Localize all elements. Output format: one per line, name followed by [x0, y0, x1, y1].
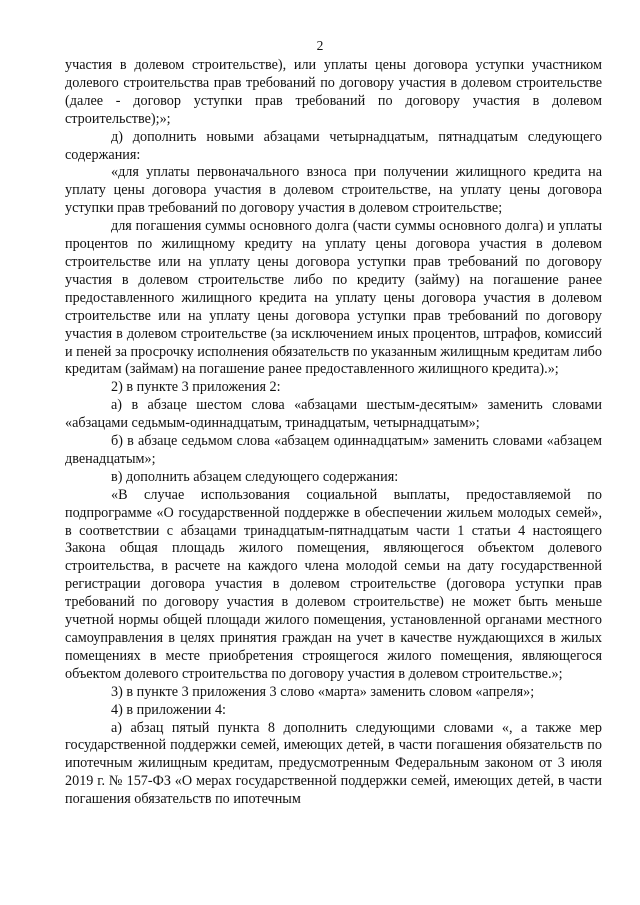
paragraph: участия в долевом строительстве), или уплаты цены договора уступки участником долевого строительства прав требований по договору участия в долевом строительстве (далее - договор уступки прав требований по договору участия в долевом строительстве);»; — [65, 57, 602, 127]
paragraph: «для уплаты первоначального взноса при получении жилищного кредита на уплату цены договора участия в долевом строительстве, на уплату цены договора уступки прав требований по договору участия в долевом строительстве; — [65, 164, 602, 217]
document-body — [65, 57, 602, 809]
paragraph: а) в абзаце шестом слова «абзацами шестым-десятым» заменить словами «абзацами седьмым-одиннадцатым, тринадцатым, четырнадцатым»; — [65, 397, 602, 432]
paragraph: б) в абзаце седьмом слова «абзацем одиннадцатым» заменить словами «абзацем двенадцатым»; — [65, 433, 602, 467]
paragraph: «В случае использования социальной выплаты, предоставляемой по подпрограмме «О государственной поддержке в обеспечении жильем молодых семей», в соответствии с абзацами тринадцатым-пятнадцатым части 1 статьи 4 настоящего Закона общая площадь жилого помещения, являющегося объектом долевого строительства, в расчете на каждого члена молодой семьи на дату государственной регистрации договора участия в долевом строительстве (договора уступки прав требований по договору участия в долевом строительстве) не может быть меньше учетной нормы общей площади жилого помещения, установленной органами местного самоуправления в целях принятия граждан на учет в качестве нуждающихся в жилых помещениях в месте приобретения строящегося жилого помещения, являющегося объектом долевого строительства по договору участия в долевом строительстве.»; — [65, 486, 602, 682]
page-number: 2 — [316, 38, 324, 53]
paragraph: 3) в пункте 3 приложения 3 слово «марта» заменить словом «апреля»; — [111, 683, 535, 700]
paragraph: а) абзац пятый пункта 8 дополнить следующими словами «, а также мер государственной поддержки семей, имеющих детей, в части погашения обязательств по ипотечным жилищным кредитам, предусмотренным Федеральным законом от 3 июля 2019 г. № 157-ФЗ «О мерах государственной поддержки семей, имеющих детей, в части погашения обязательств по ипотечным — [65, 719, 602, 808]
paragraph: д) дополнить новыми абзацами четырнадцатым, пятнадцатым следующего содержания: — [65, 128, 602, 163]
paragraph: для погашения суммы основного долга (части суммы основного долга) и уплаты процентов по жилищному кредиту на уплату цены договора участия в долевом строительстве или на уплату цены договора уступки прав требований по договору участия в долевом строительстве либо по кредиту (займу) на погашение ранее предоставленного жилищного кредита на уплату цены договора участия в долевом строительстве или на уплату цены договора уступки прав требований по договору участия в долевом строительстве (за исключением иных процентов, штрафов, комиссий и пеней за просрочку исполнения обязательств по указанным жилищным кредитам либо кредитам (займам) на погашение ранее предоставленного жилищного кредита).»; — [65, 218, 602, 378]
paragraph: в) дополнить абзацем следующего содержания: — [111, 468, 399, 485]
paragraph: 4) в приложении 4: — [111, 701, 226, 718]
paragraph: 2) в пункте 3 приложения 2: — [111, 379, 281, 396]
